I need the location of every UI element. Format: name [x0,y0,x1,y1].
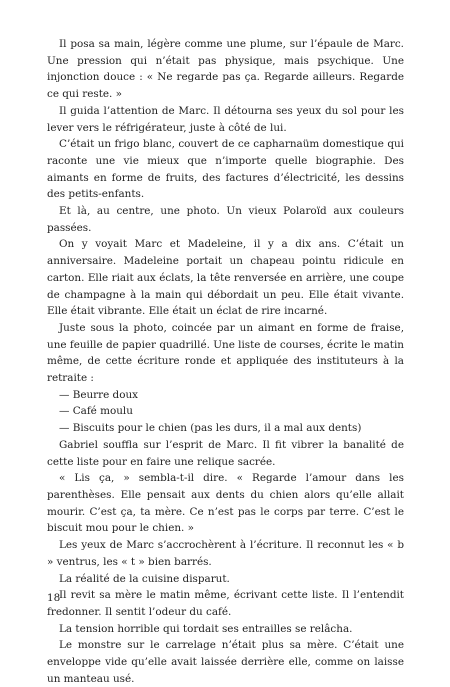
paragraph: Il posa sa main, légère comme une plume, sur l’épaule de Marc. Une pression qui n’était pas physique, mais psychique. Une injonction douce : « Ne regarde pas ça. Regarde ailleurs. Regarde ce qui reste. » [47,38,404,101]
paragraph: Gabriel souffla sur l’esprit de Marc. Il fit vibrer la banalité de cette liste pour en faire une relique sacrée. [47,438,404,468]
paragraph: Les yeux de Marc s’accrochèrent à l’écriture. Il reconnut les « b » ventrus, les « t » bien barrés. [47,539,404,568]
paragraph: La tension horrible qui tordait ses entrailles se relâcha. [59,622,353,635]
body-text [47,36,404,687]
paragraph: C’était un frigo blanc, couvert de ce capharnaüm domestique qui raconte une vie mieux que n’importe quelle biographie. Des aimants en forme de fruits, des factures d’électricité, les dessins des petits-enfants. [47,138,404,201]
paragraph: La réalité de la cuisine disparut. [59,572,230,585]
shopping-list-item: — Café moulu [59,405,133,418]
paragraph: On y voyait Marc et Madeleine, il y a dix ans. C’était un anniversaire. Madeleine portait un chapeau pointu ridicule en carton. Elle riait aux éclats, la tête renversée en arrière, une coupe de champagne à la main qui débordait un peu. Elle était vivante. Elle était vibrante. Elle était un éclat de rire incarné. [47,238,404,318]
paragraph: Il guida l’attention de Marc. Il détourna ses yeux du sol pour les lever vers le réfrigérateur, juste à côté de lui. [47,104,404,134]
shopping-list-item: — Beurre doux [59,388,139,401]
paragraph: Juste sous la photo, coincée par un aimant en forme de fraise, une feuille de papier quadrillé. Une liste de courses, écrite le matin même, de cette écriture ronde et appliquée des instituteurs à la retraite : [47,321,404,385]
paragraph: « Lis ça, » sembla-t-il dire. « Regarde l’amour dans les parenthèses. Elle pensait aux dents du chien alors qu’elle allait mourir. C’est ça, ta mère. Ce n’est pas le corps par terre. C’est le biscuit mou pour le chien. » [47,472,404,535]
shopping-list-item: — Biscuits pour le chien (pas les durs, il a mal aux dents) [59,422,362,435]
paragraph: Et là, au centre, une photo. Un vieux Polaroïd aux couleurs passées. [47,205,404,234]
page-number: 18 [47,592,61,604]
paragraph: Il revit sa mère le matin même, écrivant cette liste. Il l’entendit fredonner. Il sentit l’odeur du café. [47,589,404,618]
paragraph: Le monstre sur le carrelage n’était plus sa mère. C’était une enveloppe vide qu’elle avait laissée derrière elle, comme on laisse un manteau usé. [47,639,404,685]
